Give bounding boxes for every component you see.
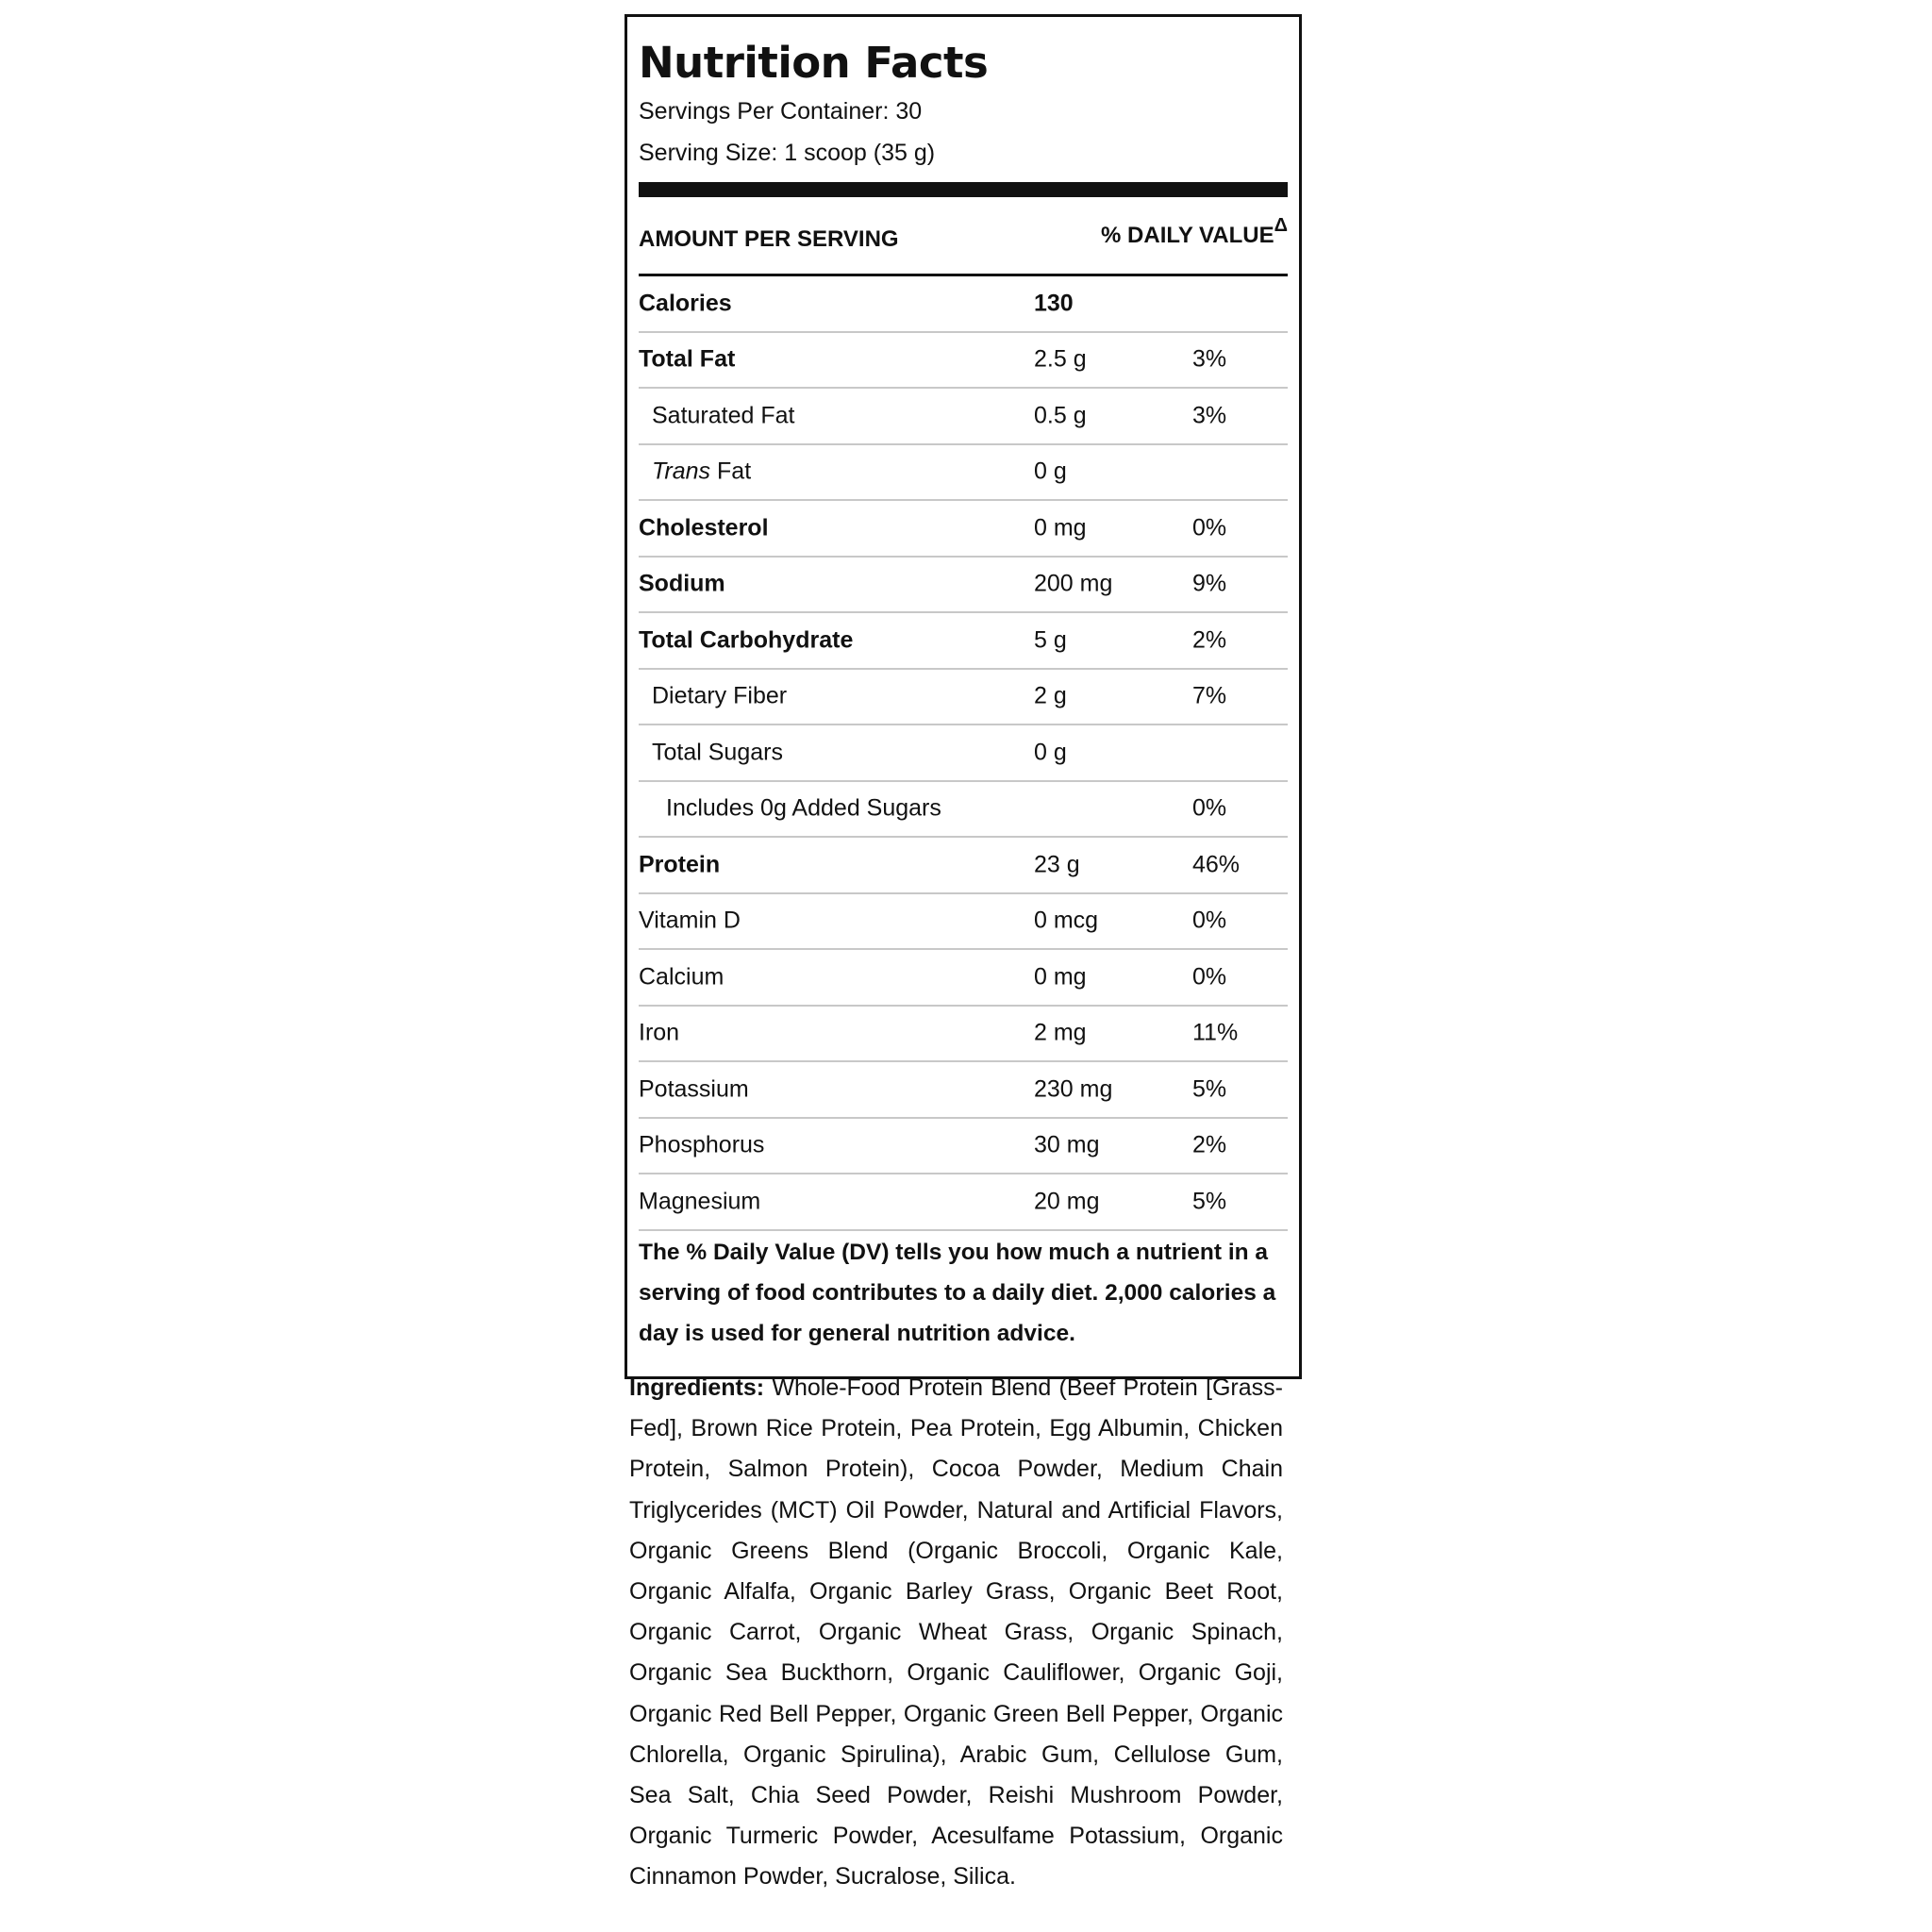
nutrient-daily-value: 0%	[1192, 963, 1227, 991]
nutrient-daily-value: 0%	[1192, 794, 1227, 822]
nutrient-row-magnesium	[639, 1174, 1288, 1231]
nutrient-daily-value: 7%	[1192, 682, 1227, 709]
nutrient-row-protein	[639, 838, 1288, 894]
nutrient-name	[652, 458, 751, 486]
nutrient-name: Protein	[639, 851, 721, 878]
nutrient-amount: 2 mg	[1034, 1019, 1087, 1046]
nutrient-daily-value: 0%	[1192, 514, 1227, 541]
nutrient-row-saturated-fat	[639, 389, 1288, 445]
nutrient-amount: 23 g	[1034, 851, 1080, 878]
nutrient-row-cholesterol	[639, 501, 1288, 558]
nutrient-amount: 0 mcg	[1034, 907, 1099, 934]
daily-value-mark: Δ	[1274, 215, 1288, 236]
nutrient-name: Calcium	[639, 963, 724, 991]
nutrient-name: Magnesium	[639, 1188, 761, 1215]
ingredients-statement	[629, 1368, 1283, 1898]
nutrient-amount: 0 g	[1034, 458, 1067, 485]
nutrient-row-vitamin-d	[639, 894, 1288, 951]
nutrient-amount: 0 mg	[1034, 963, 1087, 991]
nutrient-row-added-sugars	[639, 782, 1288, 839]
nutrient-daily-value: 3%	[1192, 345, 1227, 373]
nutrient-name: Total Sugars	[652, 739, 783, 766]
nutrient-row-trans-fat	[639, 445, 1288, 502]
nutrient-amount: 0 g	[1034, 739, 1067, 766]
nutrient-daily-value: 5%	[1192, 1188, 1227, 1215]
daily-value-header	[1101, 215, 1288, 249]
nutrient-table	[639, 276, 1288, 1231]
nutrient-daily-value: 2%	[1192, 626, 1227, 654]
nutrient-name: Cholesterol	[639, 514, 769, 541]
nutrient-name-italic: Trans	[652, 458, 711, 485]
nutrient-name-rest: Fat	[717, 458, 752, 485]
nutrient-row-phosphorus	[639, 1119, 1288, 1175]
nutrient-name: Vitamin D	[639, 907, 741, 934]
nutrient-row-dietary-fiber	[639, 670, 1288, 726]
nutrient-amount: 130	[1034, 290, 1074, 317]
nutrient-amount: 20 mg	[1034, 1188, 1100, 1215]
nutrient-daily-value: 46%	[1192, 851, 1241, 878]
nutrient-name: Sodium	[639, 570, 725, 597]
nutrient-amount: 0 mg	[1034, 514, 1087, 541]
nutrient-amount: 230 mg	[1034, 1075, 1113, 1103]
nutrient-row-total-carbohydrate	[639, 613, 1288, 670]
nutrient-amount: 200 mg	[1034, 570, 1113, 597]
thick-divider	[639, 182, 1288, 197]
nutrient-name: Potassium	[639, 1075, 749, 1103]
nutrient-daily-value: 0%	[1192, 907, 1227, 934]
nutrient-name: Total Fat	[639, 345, 736, 373]
nutrient-amount: 5 g	[1034, 626, 1067, 654]
nutrient-daily-value: 11%	[1192, 1019, 1239, 1046]
nutrient-name: Dietary Fiber	[652, 682, 788, 709]
ingredients-label: Ingredients:	[629, 1374, 765, 1401]
nutrient-row-total-sugars	[639, 725, 1288, 782]
nutrient-row-potassium	[639, 1062, 1288, 1119]
nutrition-facts-inner	[639, 17, 1288, 1376]
nutrient-name: Phosphorus	[639, 1131, 765, 1158]
serving-size: Serving Size: 1 scoop (35 g)	[639, 140, 936, 166]
nutrient-row-calories	[639, 276, 1288, 333]
nutrient-name: Saturated Fat	[652, 402, 795, 429]
nutrient-row-calcium	[639, 950, 1288, 1007]
nutrition-facts-panel	[625, 14, 1302, 1379]
nutrient-name: Iron	[639, 1019, 680, 1046]
ingredients-text: Whole-Food Protein Blend (Beef Protein [Grass-Fed], Brown Rice Protein, Pea Protein, Egg Albumin, Chicken Protein, Salmon Protein), Cocoa Powder, Medium Chain Triglycerides (MCT) Oil Powder, Natural and Artificial Flavors, Organic Greens Blend (Organic Broccoli, Organic Kale, Organic Alfalfa, Organic Barley Grass, Organic Beet Root, Organic Carrot, Organic Wheat Grass, Organic Spinach, Organic Sea Buckthorn, Organic Cauliflower, Organic Goji, Organic Red Bell Pepper, Organic Green Bell Pepper, Organic Chlorella, Organic Spirulina), Arabic Gum, Cellulose Gum, Sea Salt, Chia Seed Powder, Reishi Mushroom Powder, Organic Turmeric Powder, Acesulfame Potassium, Organic Cinnamon Powder, Sucralose, Silica.	[629, 1374, 1283, 1890]
nutrient-daily-value: 5%	[1192, 1075, 1227, 1103]
nutrient-name: Total Carbohydrate	[639, 626, 854, 654]
nutrient-daily-value: 2%	[1192, 1131, 1227, 1158]
daily-value-header-text: % DAILY VALUE	[1101, 223, 1274, 248]
nutrient-amount: 2.5 g	[1034, 345, 1087, 373]
nutrient-amount: 0.5 g	[1034, 402, 1087, 429]
nutrient-amount: 30 mg	[1034, 1131, 1100, 1158]
nutrient-row-total-fat	[639, 333, 1288, 390]
nutrient-row-sodium	[639, 558, 1288, 614]
daily-value-footnote: The % Daily Value (DV) tells you how much a nutrient in a serving of food contributes to a daily diet. 2,000 calories a day is used for general nutrition advice.	[639, 1240, 1276, 1346]
nutrient-name: Calories	[639, 290, 732, 317]
amount-per-serving-header: AMOUNT PER SERVING	[639, 226, 899, 252]
nutrient-row-iron	[639, 1007, 1288, 1063]
nutrient-daily-value: 3%	[1192, 402, 1227, 429]
nutrient-daily-value: 9%	[1192, 570, 1227, 597]
nutrition-facts-title: Nutrition Facts	[639, 38, 989, 88]
nutrient-name: Includes 0g Added Sugars	[666, 794, 941, 822]
servings-per-container: Servings Per Container: 30	[639, 98, 923, 125]
nutrient-amount: 2 g	[1034, 682, 1067, 709]
